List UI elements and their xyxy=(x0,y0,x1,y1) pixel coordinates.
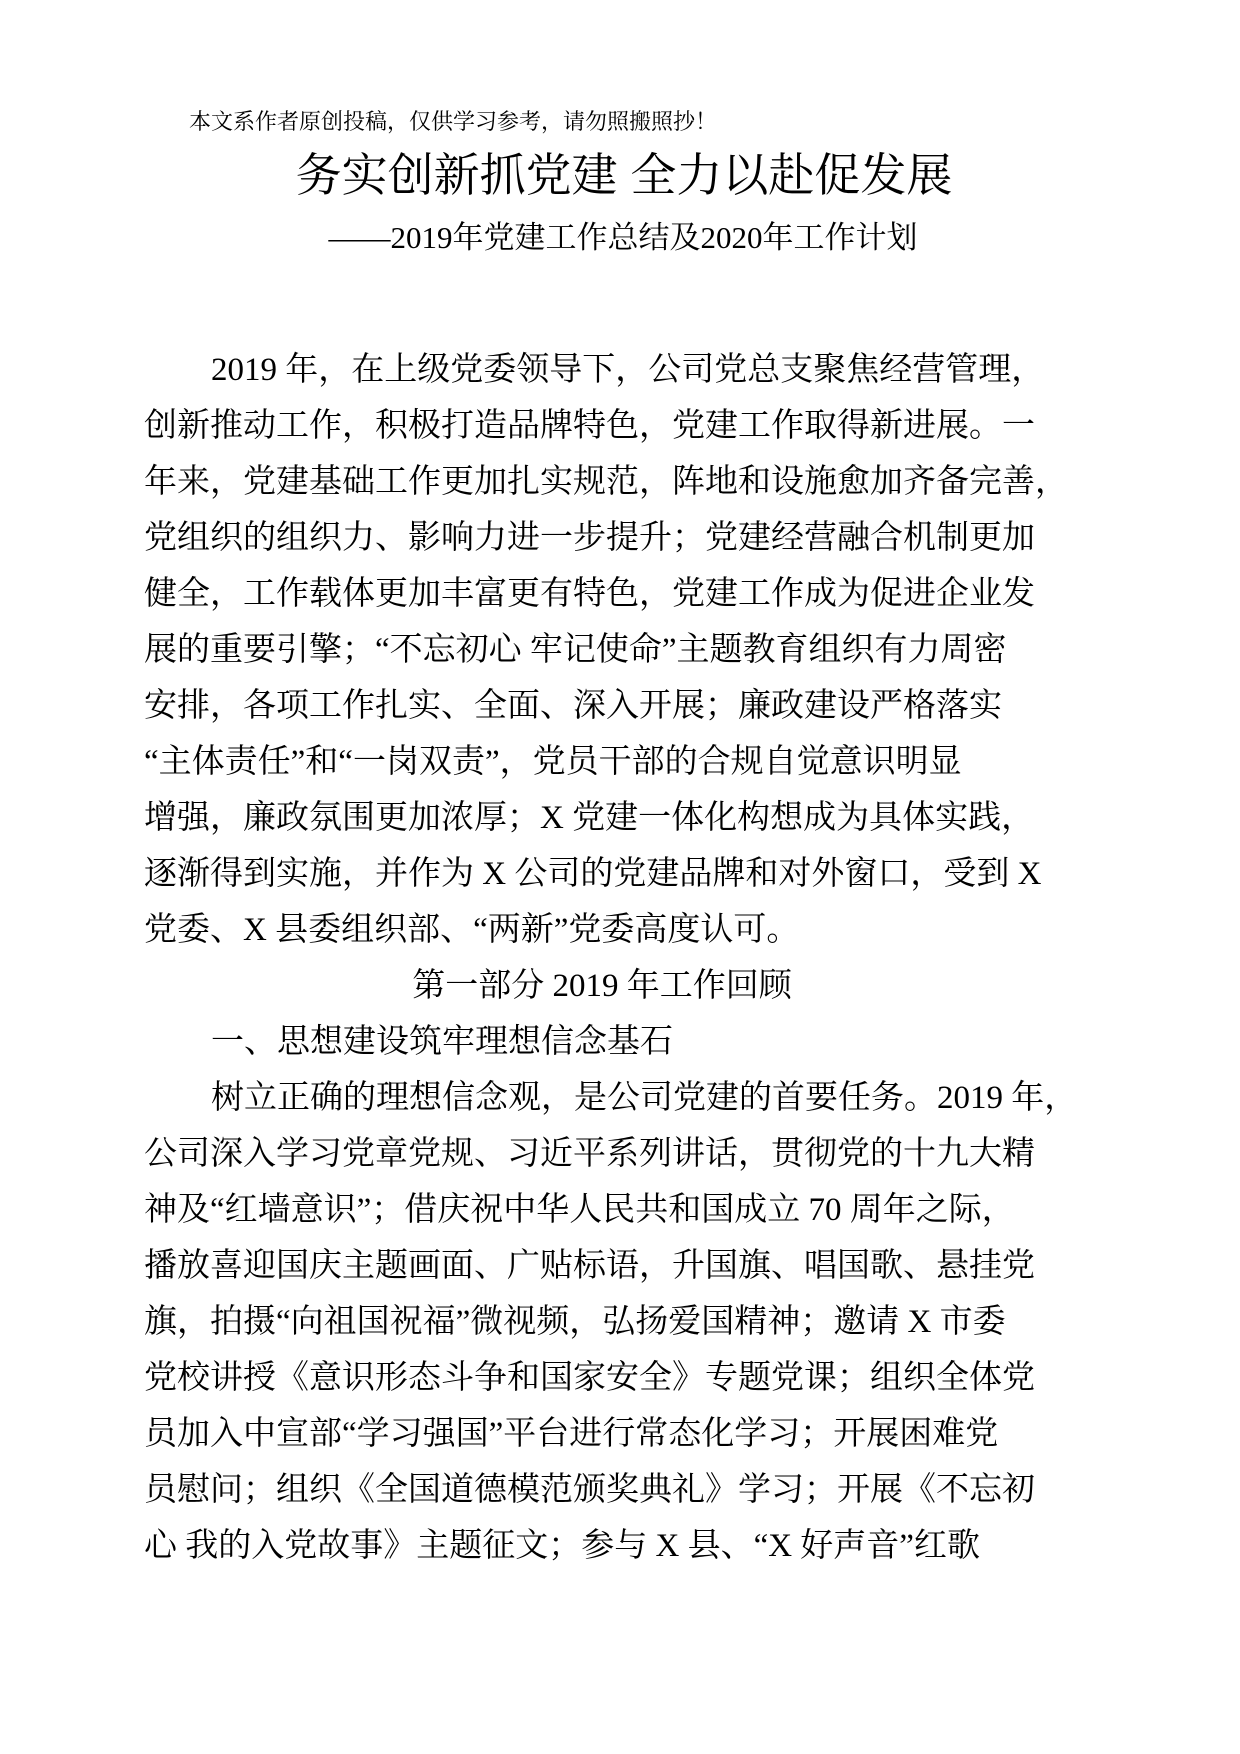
paragraph-line: 展的重要引擎；“不忘初心 牢记使命”主题教育组织有力周密 xyxy=(144,632,1007,668)
document-title: 务实创新抓党建 全力以赴促发展 xyxy=(295,149,953,201)
paragraph-line: 年来，党建基础工作更加扎实规范，阵地和设施愈加齐备完善， xyxy=(144,464,1068,500)
section-heading: 第一部分 2019 年工作回顾 xyxy=(412,968,792,1004)
paragraph-line: 神及“红墙意识”；借庆祝中华人民共和国成立 70 周年之际， xyxy=(144,1192,1015,1228)
paragraph-line: 安排，各项工作扎实、全面、深入开展；廉政建设严格落实 xyxy=(144,688,1002,724)
paragraph-line: 党校讲授《意识形态斗争和国家安全》专题党课；组织全体党 xyxy=(144,1360,1035,1396)
paragraph-line: 心 我的入党故事》主题征文；参与 X 县、“X 好声音”红歌 xyxy=(144,1528,980,1564)
paragraph-line: 党委、X 县委组织部、“两新”党委高度认可。 xyxy=(144,912,800,948)
document-subtitle: ——2019年党建工作总结及2020年工作计划 xyxy=(328,220,918,255)
paragraph-line: 公司深入学习党章党规、习近平系列讲话，贯彻党的十九大精 xyxy=(144,1136,1035,1172)
paragraph-line: 党组织的组织力、影响力进一步提升；党建经营融合机制更加 xyxy=(144,520,1035,556)
document-body xyxy=(144,342,1084,1574)
paragraph-line: 播放喜迎国庆主题画面、广贴标语，升国旗、唱国歌、悬挂党 xyxy=(144,1248,1035,1284)
paragraph-line: 员加入中宣部“学习强国”平台进行常态化学习；开展困难党 xyxy=(144,1416,999,1452)
paragraph-line: 旗，拍摄“向祖国祝福”微视频，弘扬爱国精神；邀请 X 市委 xyxy=(144,1304,1006,1340)
paragraph-line: 树立正确的理想信念观，是公司党建的首要任务。2019 年， xyxy=(211,1080,1078,1116)
paragraph-line: 增强，廉政氛围更加浓厚；X 党建一体化构想成为具体实践， xyxy=(144,800,1035,836)
paragraph-line: 员慰问；组织《全国道德模范颁奖典礼》学习；开展《不忘初 xyxy=(144,1472,1035,1508)
paragraph-line: 2019 年，在上级党委领导下，公司党总支聚焦经营管理， xyxy=(211,352,1045,388)
paragraph-line: 创新推动工作，积极打造品牌特色，党建工作取得新进展。一 xyxy=(144,408,1035,444)
copyright-notice: 本文系作者原创投稿，仅供学习参考，请勿照搬照抄！ xyxy=(189,109,718,134)
subsection-heading: 一、思想建设筑牢理想信念基石 xyxy=(211,1024,673,1060)
paragraph-line: 逐渐得到实施，并作为 X 公司的党建品牌和对外窗口，受到 X xyxy=(144,856,1042,892)
paragraph-line: 健全，工作载体更加丰富更有特色，党建工作成为促进企业发 xyxy=(144,576,1035,612)
paragraph-line: “主体责任”和“一岗双责”，党员干部的合规自觉意识明显 xyxy=(144,744,962,780)
